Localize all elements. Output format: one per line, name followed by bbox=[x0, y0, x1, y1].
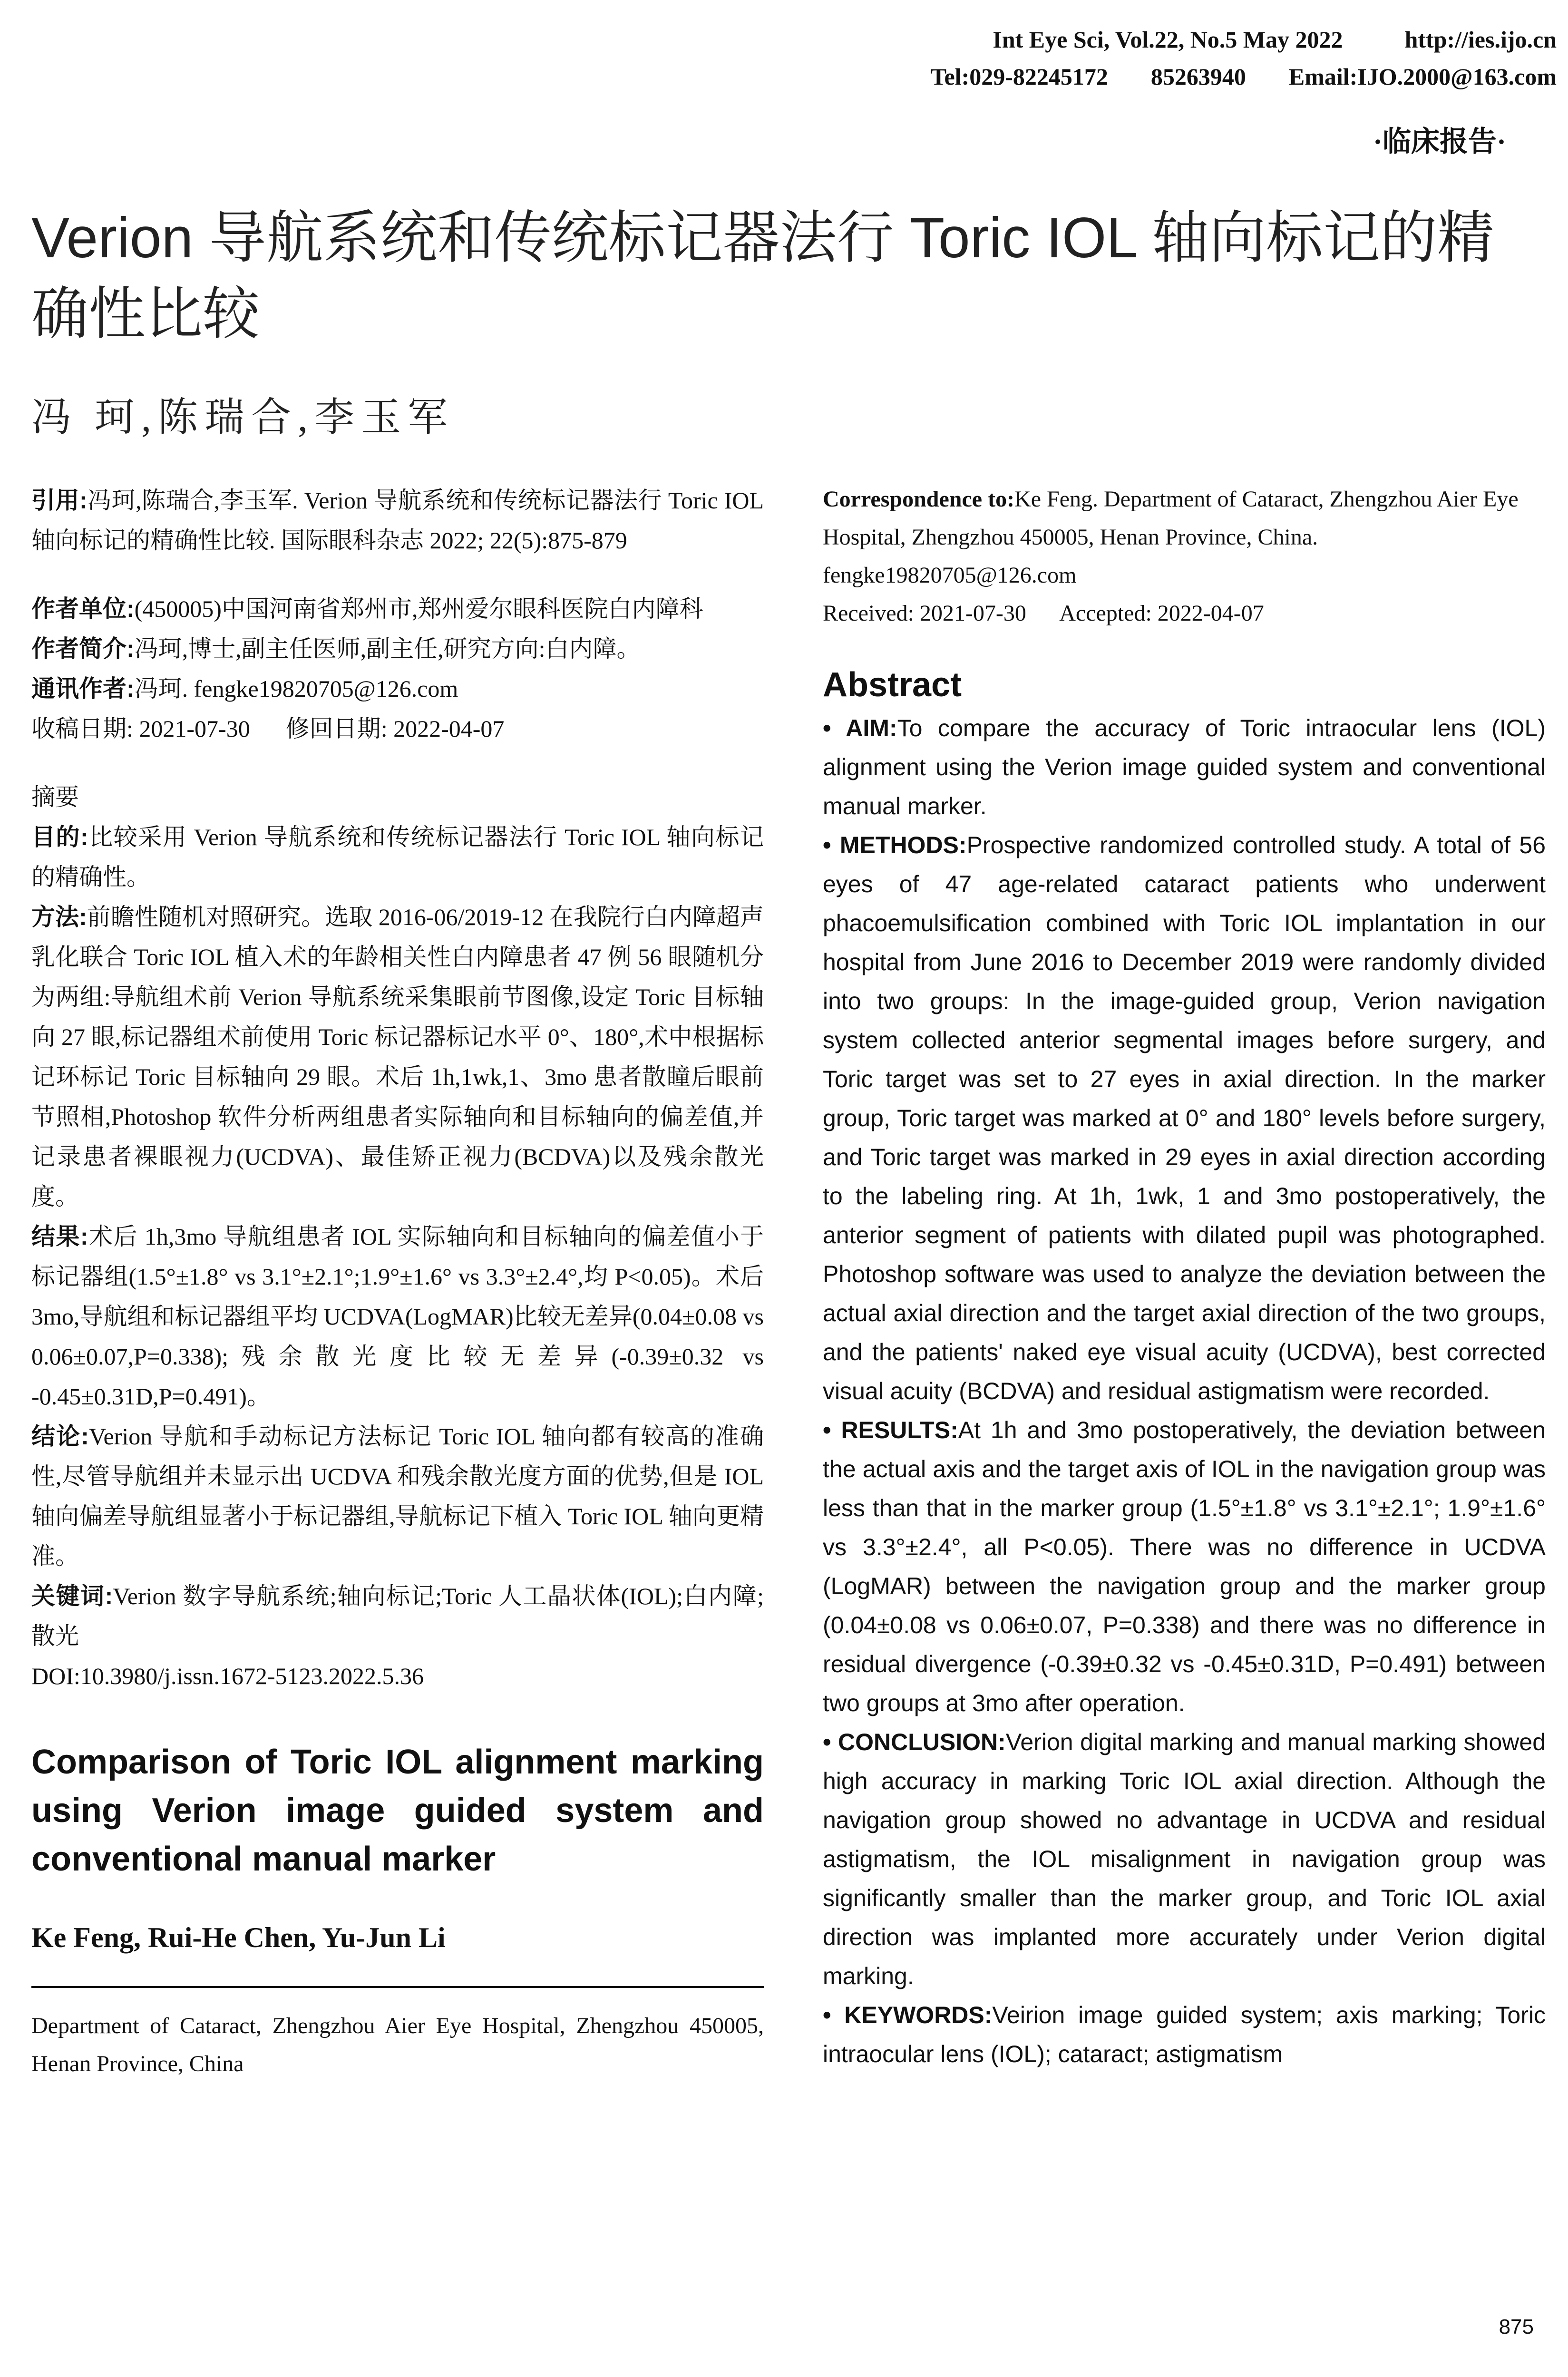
author-bio-label: 作者简介: bbox=[31, 635, 135, 662]
journal-header bbox=[931, 21, 1557, 95]
journal-tel: Tel:029-82245172 bbox=[930, 63, 1108, 90]
conclusion-text-cn: Verion 导航和手动标记方法标记 Toric IOL 轴向都有较高的准确性,尽管导航组并未显示出 UCDVA 和残余散光度方面的优势,但是 IOL 轴向偏差导航组显著小于标记器组,导航标记下植入 Toric IOL 轴向更精准。 bbox=[31, 1423, 764, 1569]
corresponding-author bbox=[31, 669, 764, 709]
journal-tel-2: 85263940 bbox=[1150, 63, 1246, 90]
keywords-cn bbox=[31, 1576, 764, 1656]
author-unit bbox=[31, 589, 764, 629]
conclusion-text-en: Verion digital marking and manual marking showed high accuracy in marking Toric IOL axial direction. Although the navigation group showed no advantage in UCDVA and residual astigmatism, the IOL misalignment in navigation group was significantly smaller than the marker group, and Toric IOL axial direction was implanted more accurately under Verion digital marking. bbox=[823, 1729, 1546, 1989]
section-tag: ·临床报告· bbox=[1373, 126, 1506, 157]
doi[interactable]: DOI:10.3980/j.issn.1672-5123.2022.5.36 bbox=[31, 1663, 424, 1689]
english-authors: Ke Feng, Rui-He Chen, Yu-Jun Li bbox=[31, 1922, 446, 1953]
methods-label-en: • METHODS: bbox=[823, 832, 967, 858]
correspondence-text: Ke Feng. Department of Cataract, Zhengzhou Aier Eye Hospital, Zhengzhou 450005, Henan Province, China. fengke19820705@126.com bbox=[823, 487, 1519, 588]
methods-cn bbox=[31, 897, 764, 1217]
keywords-label-en: • KEYWORDS: bbox=[823, 2002, 993, 2028]
methods-en bbox=[823, 826, 1546, 1411]
keywords-text-cn: Verion 数字导航系统;轴向标记;Toric 人工晶状体(IOL);白内障;散光 bbox=[31, 1583, 764, 1649]
journal-email[interactable]: Email:IJO.2000@163.com bbox=[1288, 63, 1557, 90]
results-cn bbox=[31, 1217, 764, 1416]
aim-cn bbox=[31, 817, 764, 897]
page-title: Verion 导航系统和传统标记器法行 Toric IOL 轴向标记的精确性比较 bbox=[31, 206, 1494, 346]
results-label-en: • RESULTS: bbox=[823, 1417, 958, 1443]
english-affiliation: Department of Cataract, Zhengzhou Aier Eye Hospital, Zhengzhou 450005, Henan Province, China bbox=[31, 2013, 764, 2076]
citation-text: 冯珂,陈瑞合,李玉军. Verion 导航系统和传统标记器法行 Toric IOL 轴向标记的精确性比较. 国际眼科杂志 2022; 22(5):875-879 bbox=[31, 487, 764, 554]
aim-text-en: To compare the accuracy of Toric intraocular lens (IOL) alignment using the Verion image guided system and conventional manual marker. bbox=[823, 715, 1546, 819]
conclusion-cn bbox=[31, 1416, 764, 1576]
conclusion-label-en: • CONCLUSION: bbox=[823, 1729, 1006, 1755]
left-column bbox=[31, 480, 764, 2083]
conclusion-en bbox=[823, 1723, 1546, 1996]
abstract-label-cn: 摘要 bbox=[31, 784, 79, 810]
aim-text-cn: 比较采用 Verion 导航系统和传统标记器法行 Toric IOL 轴向标记的精确性。 bbox=[31, 824, 764, 890]
conclusion-label-cn: 结论: bbox=[31, 1423, 89, 1450]
results-label-cn: 结果: bbox=[31, 1223, 88, 1250]
english-title: Comparison of Toric IOL alignment marking using Verion image guided system and conventional manual marker bbox=[31, 1743, 764, 1878]
results-text-cn: 术后 1h,3mo 导航组患者 IOL 实际轴向和目标轴向的偏差值小于标记器组(1.5°±1.8° vs 3.1°±2.1°;1.9°±1.6° vs 3.3°±2.4°,均 P<0.05)。术后 3mo,导航组和标记器组平均 UCDVA(LogMAR)比较无差异(0.04±0.08 vs 0.06±0.07,P=0.338);残余散光度比较无差异(-0.39±0.32 vs -0.45±0.31D,P=0.491)。 bbox=[31, 1223, 764, 1410]
aim-label-cn: 目的: bbox=[31, 824, 88, 850]
keywords-text-en: Veirion image guided system; axis marking; Toric intraocular lens (IOL); cataract; astigmatism bbox=[823, 2002, 1546, 2067]
page-number: 875 bbox=[1499, 2315, 1534, 2338]
dates-cn: 收稿日期: 2021-07-30 修回日期: 2022-04-07 bbox=[31, 715, 505, 742]
author-unit-label: 作者单位: bbox=[31, 595, 135, 622]
authors-cn: 冯 珂,陈瑞合,李玉军 bbox=[31, 396, 455, 440]
results-en bbox=[823, 1411, 1546, 1723]
correspondence bbox=[823, 480, 1546, 594]
abstract-heading: Abstract bbox=[823, 666, 962, 704]
methods-text-cn: 前瞻性随机对照研究。选取 2016-06/2019-12 在我院行白内障超声乳化联合 Toric IOL 植入术的年龄相关性白内障患者 47 例 56 眼随机分为两组:导航组术前 Verion 导航系统采集眼前节图像,设定 Toric 目标轴向 27 眼,标记器组术前使用 Toric 标记器标记水平 0°、180°,术中根据标记环标记 Toric 目标轴向 29 眼。术后 1h,1wk,1、3mo 患者散瞳后眼前节照相,Photoshop 软件分析两组患者实际轴向和目标轴向的偏差值,并记录患者裸眼视力(UCDVA)、最佳矫正视力(BCDVA)以及残余散光度。 bbox=[31, 904, 764, 1210]
journal-url[interactable]: http://ies.ijo.cn bbox=[1404, 26, 1557, 53]
author-bio-text: 冯珂,博士,副主任医师,副主任,研究方向:白内障。 bbox=[134, 635, 641, 662]
citation bbox=[31, 480, 764, 560]
keywords-en bbox=[823, 1996, 1546, 2074]
citation-label: 引用: bbox=[31, 487, 88, 514]
author-bio bbox=[31, 629, 764, 669]
results-text-en: At 1h and 3mo postoperatively, the deviation between the actual axis and the target axis of IOL in the navigation group was less than that in the marker group (1.5°±1.8° vs 3.1°±2.1°; 1.9°±1.6° vs 3.3°±2.4°, all P<0.05). There was no difference in UCDVA (LogMAR) between the navigation group and the marker group (0.04±0.08 vs 0.06±0.07, P=0.338) and there was no difference in residual divergence (-0.39±0.32 vs -0.45±0.31D, P=0.491) between two groups at 3mo after operation. bbox=[823, 1417, 1546, 1716]
author-unit-text: (450005)中国河南省郑州市,郑州爱尔眼科医院白内障科 bbox=[134, 595, 703, 622]
correspondence-label: Correspondence to: bbox=[823, 487, 1015, 512]
methods-text-en: Prospective randomized controlled study. A total of 56 eyes of 47 age-related cataract patients who underwent phacoemulsification combined with Toric IOL implantation in our hospital from June 2016 to December 2019 were randomly divided into two groups: In the image-guided group, Verion navigation system collected anterior segmental images before surgery, and Toric target was set to 27 eyes in axial direction. In the marker group, Toric target was marked at 0° and 180° levels before surgery, and Toric target was marked in 29 eyes in axial direction according to the labeling ring. At 1h, 1wk, 1 and 3mo postoperatively, the anterior segment of patients with dilated pupil was photographed. Photoshop software was used to analyze the deviation between the actual axial direction and the target axial direction of the two groups, and the patients' naked eye visual acuity (UCDVA), best corrected visual acuity (BCDVA) and residual astigmatism were recorded. bbox=[823, 832, 1546, 1404]
journal-citation: Int Eye Sci, Vol.22, No.5 May 2022 bbox=[993, 26, 1343, 53]
methods-label-cn: 方法: bbox=[31, 904, 87, 930]
aim-label-en: • AIM: bbox=[823, 715, 897, 741]
corresponding-author-label: 通讯作者: bbox=[31, 675, 135, 702]
received-accepted: Received: 2021-07-30 Accepted: 2022-04-07 bbox=[823, 601, 1264, 626]
divider bbox=[31, 1986, 764, 1988]
keywords-label-cn: 关键词: bbox=[31, 1583, 113, 1609]
corresponding-author-text: 冯珂. fengke19820705@126.com bbox=[134, 675, 458, 702]
right-column bbox=[823, 480, 1546, 2074]
aim-en bbox=[823, 709, 1546, 826]
